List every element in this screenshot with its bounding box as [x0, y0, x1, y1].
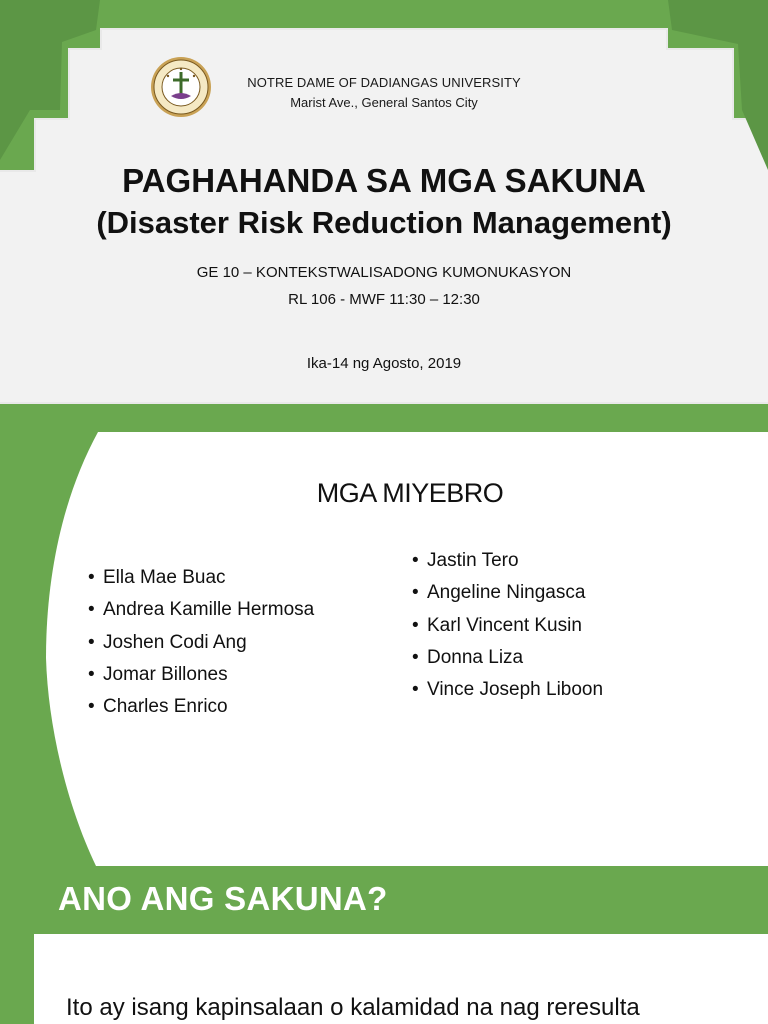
list-item: • Joshen Codi Ang	[88, 627, 314, 659]
schedule-label: RL 106 - MWF 11:30 – 12:30	[288, 291, 480, 308]
date-label: Ika-14 ng Agosto, 2019	[306, 355, 462, 372]
list-item: • Donna Liza	[412, 642, 603, 674]
definition-title: ANO ANG SAKUNA?	[58, 880, 388, 917]
university-address: Marist Ave., General Santos City	[290, 95, 478, 110]
slide-title: PAGHAHANDA SA MGA SAKUNA	[122, 162, 646, 199]
list-item: • Jomar Billones	[88, 659, 314, 691]
list-item: • Karl Vincent Kusin	[412, 610, 603, 642]
definition-text: Ito ay isang kapinsalaan o kalamidad na nag reresulta	[66, 994, 640, 1021]
university-name: NOTRE DAME OF DADIANGAS UNIVERSITY	[247, 75, 521, 90]
course-label: GE 10 – KONTEKSTWALISADONG KUMONUKASYON	[196, 264, 572, 281]
members-heading: MGA MIYEBRO	[316, 478, 504, 508]
definition-slide	[0, 866, 768, 1024]
list-item: • Andrea Kamille Hermosa	[88, 594, 314, 626]
title-slide	[0, 0, 768, 408]
list-item: • Jastin Tero	[412, 545, 603, 577]
members-list-left	[88, 562, 314, 723]
list-item: • Charles Enrico	[88, 691, 314, 723]
members-slide	[0, 408, 768, 866]
members-list-right	[412, 545, 603, 706]
list-item: • Ella Mae Buac	[88, 562, 314, 594]
slide-subtitle: (Disaster Risk Reduction Management)	[96, 205, 672, 240]
list-item: • Vince Joseph Liboon	[412, 674, 603, 706]
list-item: • Angeline Ningasca	[412, 577, 603, 609]
